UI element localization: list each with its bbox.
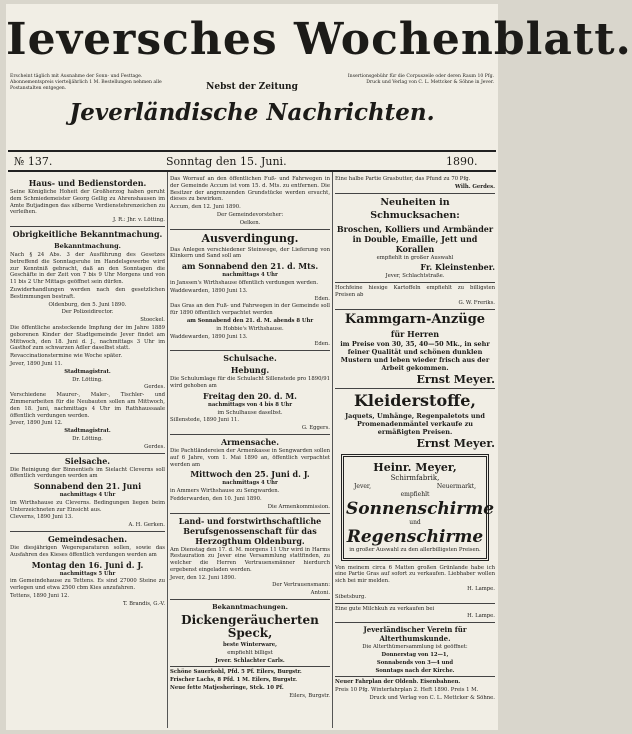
article-text: Die Schulumlage für die Schulacht Sillenstede pro 1890/91 wird gehoben am bbox=[170, 376, 330, 389]
signature: G. W. Freriks. bbox=[458, 299, 495, 306]
dateline bbox=[6, 152, 498, 170]
divider bbox=[10, 226, 165, 227]
article-text: im Wirthshause zu Cleverns. Bedingungen liegen beim Unterzeichneten zur Einsicht aus. bbox=[10, 499, 165, 513]
section-subheading: Hebung. bbox=[230, 365, 270, 376]
ad-text: Eine gute Milchkuh zu verkaufen bei bbox=[335, 605, 435, 612]
masthead-supplement-line: Nebst der Zeitung bbox=[206, 82, 298, 92]
signature: Ernst Meyer. bbox=[416, 372, 495, 386]
section-heading: Armensache. bbox=[220, 436, 280, 447]
ad-text: Die Alterthümersammlung ist geöffnet: bbox=[362, 644, 468, 651]
divider bbox=[335, 603, 495, 604]
dateline-text: Jever, den 12. Juni 1890. bbox=[170, 574, 236, 581]
signature: Stadtmagistrat. bbox=[64, 428, 111, 435]
divider bbox=[170, 350, 330, 351]
article-text: im Gemeindehause zu Tettens. Es sind 27000 Steine zu verlegen und etwa 2500 cbm Kies anzufahren. bbox=[10, 578, 165, 592]
ad-text: empfiehlt bbox=[400, 490, 430, 498]
section-heading: Land- und forstwirthschaftliche Berufsgenossenschaft für das Herzogthum Oldenburg. bbox=[178, 515, 322, 546]
ad-text: Neuermarkt, bbox=[436, 482, 476, 490]
ad-text: Donnerstag von 12—1, bbox=[381, 651, 449, 658]
masthead-subscription-note: Erscheint täglich mit Ausnahme der Sonn- und Festtage. Abonnementspreis vierteljährlich 1 M. Bestellungen nehmen alle Postanstalten entgegen. bbox=[10, 74, 162, 91]
signature: T. Brandis, G.-V. bbox=[123, 600, 165, 607]
article-text: Die Reinigung der Binnentiefs im Sielacht Cleverns soll öffentlich verdungen werden am bbox=[10, 466, 165, 480]
section-subheading: Bekanntmachung. bbox=[54, 241, 121, 250]
article-text: in Ammers Wirthshause zu Sengwarden. bbox=[170, 488, 280, 495]
section-heading: Obrigkeitliche Bekanntmachung. bbox=[12, 228, 163, 239]
divider bbox=[335, 309, 495, 310]
signature: Eden. bbox=[314, 341, 330, 348]
issue-date: Sonntag den 15. Juni. bbox=[166, 155, 287, 168]
ad-text: im Preise von 30, 35, 40—50 Mk., in sehr feiner Qualität und schönen dunklen Mustern und leben wieder frisch aus der Arbeit gekommen. bbox=[340, 339, 490, 372]
ad-address bbox=[346, 483, 484, 491]
ad-text: in großer Auswahl zu den allerbilligsten Preisen. bbox=[349, 546, 481, 553]
ad-text: beste Winterware, bbox=[222, 642, 278, 649]
masthead-subtitle: Jeverländische Nachrichten. bbox=[69, 99, 435, 126]
ad-text: Frischer Lachs, 8 Pfd. 1 M. Eilers, Burgstr. bbox=[170, 677, 297, 684]
issue-year: 1890. bbox=[446, 155, 478, 168]
divider bbox=[335, 676, 495, 677]
article-text: in Janssen's Wirthshause öffentlich verdungen werden. bbox=[170, 279, 319, 286]
ad-text: Schirmfabrik, bbox=[390, 473, 440, 482]
signature: Eilers, Burgstr. bbox=[289, 692, 330, 699]
dateline-text: Waddewarden, 1890 Juni 13. bbox=[170, 333, 248, 340]
signature: Ernst Meyer. bbox=[416, 436, 495, 450]
signature: J. R.: Jhr. v. Lötting. bbox=[113, 217, 165, 224]
signature: Gerdes. bbox=[144, 443, 165, 450]
section-heading: Jeverländischer Verein für Alterthumskunde. bbox=[363, 625, 467, 644]
ad-text: und bbox=[409, 518, 421, 526]
signature: Stoeckel. bbox=[140, 317, 165, 324]
divider bbox=[170, 599, 330, 600]
signature: H. Lampe. bbox=[467, 613, 495, 620]
ad-text: Neue fette Matjesheringe, Stck. 10 Pf. bbox=[170, 685, 284, 692]
ad-text: für Herren bbox=[390, 328, 440, 339]
ad-headline: Dickengeräucherten Speck, bbox=[181, 613, 319, 641]
signature: Fr. Kleinstenber. bbox=[420, 262, 495, 273]
dateline-text: Accum, den 12. Juni 1890. bbox=[170, 204, 241, 211]
article-text: Nach § 24 Abs. 3 der Ausführung des Gesetzes betreffend die Sonntagsruhe im Handelsgewerbe wird zur Kenntniß gebracht, daß an den Sonntagen die Geschäfte in der Zeit von 7 bis 9 Uhr Morgens und von 11 bis 2 Uhr Mittags geöffnet sein dürfen. bbox=[10, 251, 165, 286]
column-1 bbox=[10, 176, 165, 726]
ad-headline: Sonnenschirme bbox=[346, 498, 495, 519]
signature: Gerdes. bbox=[144, 384, 165, 391]
event-date: am Sonnabend den 21. d. Mts. bbox=[181, 261, 319, 272]
ad-text: Jever, bbox=[354, 482, 372, 490]
article-text: Seine Königliche Hoheit der Großherzog haben geruht dem Schmiedemeister Georg Gellig zu Ahrenshausen im Amte Butjadingen das silberne Verdienstehrenzeichen zu verleihen. bbox=[10, 189, 165, 216]
ad-text: Schöne Sauerkohl, Pfd. 5 Pf. Eilers, Burgstr. bbox=[170, 669, 302, 676]
dateline-text: Waddewarden, 1890 Juni 13. bbox=[170, 287, 248, 294]
signature: Der Polizeidirector. bbox=[61, 309, 114, 316]
divider bbox=[335, 282, 495, 283]
divider bbox=[10, 531, 165, 532]
dateline-text: Sillenstede, 1890 Juni 11. bbox=[170, 417, 240, 424]
section-heading: Haus- und Bedienstorden. bbox=[28, 178, 147, 188]
signature: Die Armenkommission. bbox=[267, 503, 330, 510]
ad-text: Preis 10 Pfg. Winterfahrplan 2. Heft 1890. Preis 1 M. bbox=[335, 687, 479, 694]
event-time: nachmittags 4 Uhr bbox=[59, 492, 116, 499]
article-text: Die diesjährigen Wegereparaturen sollen, sowie das Ausfahren des Kieses öffentlich verdungen werden am bbox=[10, 545, 165, 558]
signature: Der Gemeindevorsteher: bbox=[216, 211, 284, 218]
section-heading: Sielsache. bbox=[64, 455, 111, 466]
signature: Oelken. bbox=[239, 219, 261, 226]
divider bbox=[335, 193, 495, 194]
divider bbox=[10, 453, 165, 454]
article-text: Das Gras an den Fuß- und Fahrwegen in der Gemeinde soll für 1890 öffentlich verpachtet werden bbox=[170, 303, 330, 317]
event-date: Freitag den 20. d. M. bbox=[203, 390, 297, 401]
ad-text: Jaquets, Umhänge, Regenpaletots und Promenadenmäntel verkaufe zu ermäßigten Preisen. bbox=[345, 411, 485, 436]
masthead-title: Ieversches Wochenblatt. bbox=[6, 14, 632, 65]
article-text: Das Anlegen verschiedener Steinwege, der Lieferung von Klinkern und Sand soll am bbox=[170, 246, 330, 260]
dateline-text: Jever, 1890 Juni 12. bbox=[10, 420, 63, 427]
signature: A. H. Gerken. bbox=[128, 522, 165, 529]
ad-text: Jever. Schlachter Carls. bbox=[215, 657, 285, 664]
event-time: nachmittags von 4 bis 8 Uhr bbox=[207, 401, 292, 408]
column-3 bbox=[335, 176, 495, 726]
ad-text: Sonnabends von 3—4 und bbox=[376, 659, 454, 666]
article-text: Die öffentliche ansteckende Impfung der im Jahre 1889 geborenen Kinder der Stadtgemeinde Jever findet am Mittwoch, den 18. Juni d. J., nachmittags 3 Uhr im Gasthof zum schwarzen Adler daselbst statt. bbox=[10, 324, 165, 352]
event-time: nachmittags 5 Uhr bbox=[59, 570, 116, 577]
article-text: im Schulhause daselbst. bbox=[217, 409, 283, 416]
divider bbox=[335, 622, 495, 623]
article-text: Verschiedene Maurer-, Maler-, Tischler- und Zimmerarbeiten für die Neubauten sollen am Mittwoch, den 18. Juni, nachmittags 4 Uhr im Rathhaussaale öffentlich verdungen werden. bbox=[10, 392, 165, 419]
signature: Dr. Lötting. bbox=[72, 435, 103, 442]
signature: Dr. Lötting. bbox=[72, 376, 103, 383]
event-time: nachmittags 4 Uhr bbox=[222, 272, 278, 279]
article-text: in Hobbie's Wirthshause. bbox=[216, 325, 284, 332]
ad-text: Sibetsburg. bbox=[335, 593, 367, 600]
divider bbox=[170, 229, 330, 230]
column-rule bbox=[167, 172, 168, 728]
section-heading: Schulsache. bbox=[223, 353, 277, 364]
ad-text: Sonntags nach der Kirche. bbox=[375, 667, 455, 674]
article-text: Zuwiderhandlungen werden nach den gesetzlichen Bestimmungen bestraft. bbox=[10, 286, 165, 300]
divider bbox=[170, 666, 330, 667]
ad-box-umbrella-factory bbox=[341, 454, 495, 561]
event-date: Montag den 16. Juni d. J. bbox=[31, 559, 144, 570]
article-text: Die Pachtländereien der Armenkasse in Sengwarden sollen auf 6 Jahre, vom 1. Mai 1890 an, öffentlich verpachtet werden am bbox=[170, 447, 330, 468]
event-time: nachmittags 4 Uhr bbox=[222, 480, 278, 487]
ad-text: Eine halbe Partie Grasbutter, das Pfund zu 70 Pfg. bbox=[335, 176, 471, 182]
ad-text: Neuer Fahrplan der Oldenb. Eisenbahnen. bbox=[335, 679, 461, 686]
divider-bottom bbox=[8, 170, 496, 172]
signature: Druck und Verlag von C. L. Mettcker & Söhne. bbox=[369, 694, 495, 701]
section-heading: Gemeindesachen. bbox=[47, 534, 128, 545]
dateline-text: Fedderwarden, den 10. Juni 1890. bbox=[170, 495, 262, 502]
ad-text: empfiehlt billigst bbox=[227, 649, 273, 656]
dateline-text: Oldenburg, den 5. Juni 1890. bbox=[48, 301, 127, 308]
issue-number: № 137. bbox=[14, 155, 53, 168]
ad-text: Broschen, Kolliers und Armbänder in Double, Emaille, Jett und Korallen bbox=[336, 223, 494, 254]
column-rule bbox=[332, 172, 333, 728]
dateline-text: Jever, 1890 Juni 11. bbox=[10, 360, 63, 367]
section-heading: Bekanntmachungen. bbox=[212, 603, 288, 612]
ad-text: Von meinem circa 6 Matten großen Grünlande habe ich eine Partie Gras auf sofort zu verkaufen. Liebhaber wollen sich bei mir melden. bbox=[335, 564, 495, 585]
ad-text: empfiehlt in großer Auswahl bbox=[376, 254, 454, 261]
event-date: am Sonnabend den 21. d. M. abends 8 Uhr bbox=[186, 317, 314, 324]
signature: Stadtmagistrat. bbox=[64, 368, 111, 375]
ad-headline: Neuheiten in Schmucksachen: bbox=[370, 196, 460, 221]
event-date: Mittwoch den 25. Juni d. J. bbox=[190, 469, 310, 480]
ad-headline: Kammgarn-Anzüge bbox=[344, 311, 486, 327]
signature: Der Vertrauensmann: bbox=[272, 582, 330, 589]
article-text: Am Dienstag den 17. d. M. morgens 11 Uhr wird in Harms Restauration zu Jever eine Versammlung stattfinden, zu welcher die Herren Vertrauensmänner hierdurch ergebenst eingeladen werden. bbox=[170, 546, 330, 573]
divider bbox=[170, 513, 330, 514]
ad-text: Jever, Schlachtstraße. bbox=[385, 273, 445, 280]
section-heading: Ausverdingung. bbox=[201, 231, 299, 245]
signature: Antoni. bbox=[310, 590, 330, 597]
newspaper-page bbox=[6, 4, 632, 730]
divider bbox=[170, 434, 330, 435]
ad-headline: Regenschirme bbox=[346, 526, 484, 547]
signature: H. Lampe. bbox=[467, 585, 495, 592]
dateline-text: Tettens, 1890 Juni 12. bbox=[10, 593, 70, 600]
signature: G. Eggers. bbox=[301, 425, 330, 432]
article-text: Revaccinationstermine wie Woche später. bbox=[10, 353, 123, 360]
ad-text: Hochfeine hiesige Kartoffeln empfiehlt zu billigsten Preisen ab bbox=[335, 285, 495, 298]
dateline-text: Cleverns, 1890 Juni 13. bbox=[10, 514, 73, 521]
ad-headline: Kleiderstoffe, bbox=[354, 390, 476, 410]
signature: Eden. bbox=[314, 295, 330, 302]
masthead-insertion-note: Insertionsgebühr für die Corpuszeile oder deren Raum 10 Pfg. Druck und Verlag von C. L. Mettcker & Söhne in Jever. bbox=[347, 74, 494, 85]
ad-headline: Heinr. Meyer, bbox=[373, 460, 457, 474]
event-date: Sonnabend den 21. Juni bbox=[33, 481, 142, 492]
column-2 bbox=[170, 176, 330, 726]
divider bbox=[335, 388, 495, 389]
article-text: Das Worrauf an den öffentlichen Fuß- und Fahrwegen in der Gemeinde Accum ist vom 15. d. Mts. zu entfernen. Die Besitzer der angrenzenden Grundstücke werden ersucht, dieses zu bewirken. bbox=[170, 176, 330, 203]
signature: Wilh. Gerdes. bbox=[454, 183, 495, 190]
